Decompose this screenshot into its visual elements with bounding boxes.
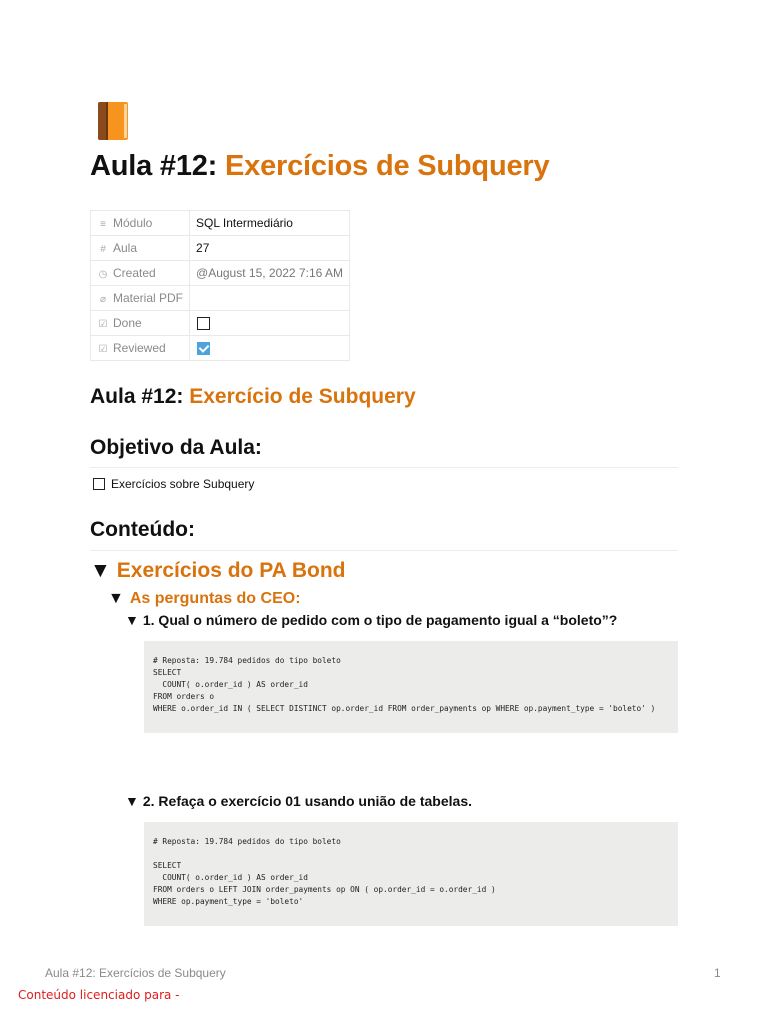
property-row-aula — [91, 236, 350, 261]
toggle-question-1[interactable] — [125, 612, 617, 628]
property-label: Módulo — [113, 216, 153, 230]
property-label: Created — [113, 266, 156, 280]
code-block[interactable]: # Reposta: 19.784 pedidos do tipo boleto SELECT COUNT( o.order_id ) AS order_id FROM orders o WHERE o.order_id IN ( SELECT DISTINCT op.order_id FROM order_payments op WHERE op.payment_type = 'boleto' ) — [144, 641, 678, 733]
todo-label: Exercícios sobre Subquery — [111, 477, 255, 491]
question-label: 1. Qual o número de pedido com o tipo de pagamento igual a “boleto”? — [142, 612, 618, 628]
license-notice: Conteúdo licenciado para - — [18, 988, 180, 1002]
property-row-material-pdf — [91, 286, 350, 311]
objective-heading: Objetivo da Aula: — [90, 436, 262, 459]
content-heading: Conteúdo: — [90, 518, 195, 541]
page-title-prefix: Aula #12: — [90, 150, 225, 182]
property-row-reviewed — [91, 336, 350, 361]
question-label: 2. Refaça o exercício 01 usando união de tabelas. — [142, 793, 472, 809]
hash-icon: # — [100, 244, 106, 255]
section-heading-prefix: Aula #12: — [90, 385, 190, 408]
toggle-sub-label: As perguntas do CEO: — [129, 590, 301, 607]
property-value: @August 15, 2022 7:16 AM — [190, 261, 350, 286]
divider — [90, 550, 678, 551]
property-label: Aula — [113, 241, 138, 255]
checkbox-icon: ☑ — [98, 319, 108, 330]
section-heading-highlight: Exercício de Subquery — [189, 385, 416, 408]
triangle-down-icon[interactable]: ▼ — [90, 559, 111, 582]
triangle-down-icon[interactable]: ▼ — [125, 793, 139, 809]
page-title — [90, 150, 549, 183]
toggle-sub[interactable] — [108, 590, 301, 608]
done-checkbox[interactable] — [197, 317, 210, 330]
code-block[interactable]: # Reposta: 19.784 pedidos do tipo boleto SELECT COUNT( o.order_id ) AS order_id FROM orders o LEFT JOIN order_payments op ON ( op.order_id = o.order_id ) WHERE op.payment_type = 'boleto' — [144, 822, 678, 926]
page-number: 1 — [714, 966, 721, 980]
toggle-main-label: Exercícios do PA Bond — [116, 559, 346, 582]
orange-book-icon — [96, 100, 130, 142]
property-row-done — [91, 311, 350, 336]
reviewed-checkbox[interactable] — [197, 342, 210, 355]
triangle-down-icon[interactable]: ▼ — [108, 590, 124, 607]
divider — [90, 467, 678, 468]
todo-item — [93, 477, 254, 491]
footer-title: Aula #12: Exercícios de Subquery — [45, 966, 226, 980]
section-heading — [90, 385, 416, 409]
list-icon: ≡ — [100, 219, 106, 230]
property-label: Reviewed — [113, 341, 166, 355]
toggle-question-2[interactable] — [125, 793, 472, 809]
paperclip-icon: ⌀ — [99, 294, 107, 305]
clock-icon: ◷ — [98, 269, 108, 280]
todo-checkbox[interactable] — [93, 478, 105, 490]
checkbox-icon: ☑ — [98, 344, 108, 355]
property-row-modulo — [91, 211, 350, 236]
property-row-created — [91, 261, 350, 286]
property-value[interactable]: 27 — [190, 236, 350, 261]
property-label: Material PDF — [113, 291, 184, 305]
property-value[interactable] — [190, 286, 350, 311]
toggle-main[interactable] — [90, 559, 346, 583]
page-title-highlight: Exercícios de Subquery — [225, 150, 550, 182]
properties-table — [90, 210, 350, 361]
triangle-down-icon[interactable]: ▼ — [125, 612, 139, 628]
property-value[interactable]: SQL Intermediário — [190, 211, 350, 236]
property-label: Done — [113, 316, 142, 330]
